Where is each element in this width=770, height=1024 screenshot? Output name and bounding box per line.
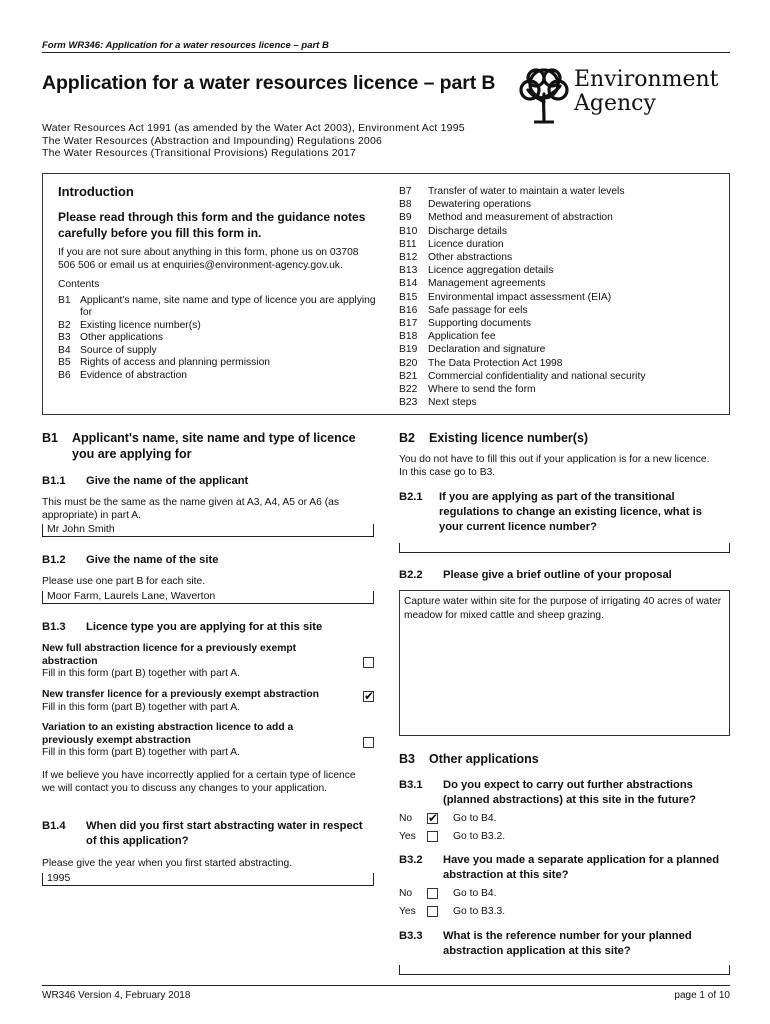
- site-help: Please use one part B for each site.: [42, 576, 206, 587]
- contents-item[interactable]: [399, 225, 719, 238]
- section-b3: [399, 751, 729, 767]
- licence-option-new-full: [42, 643, 332, 681]
- question-heading: [399, 778, 729, 808]
- licence-option-new-transfer-checkbox[interactable]: [363, 691, 374, 702]
- future-abstractions-checkbox[interactable]: [427, 831, 438, 842]
- contents-item[interactable]: [399, 357, 719, 370]
- introduction-instructions: Please read through this form and the guidance notes carefully before you fill this form in.: [58, 210, 366, 240]
- contents-item-code: B6: [58, 369, 71, 381]
- licence-option-new-transfer: [42, 689, 352, 714]
- contents-item-label: Other applications: [80, 332, 163, 343]
- contents-item[interactable]: [399, 383, 719, 396]
- contents-item[interactable]: [399, 277, 719, 290]
- question-number: B3.3: [399, 930, 423, 942]
- section-title: Applicant's name, site name and type of licence you are applying for: [72, 431, 356, 461]
- regulations-list: [42, 122, 465, 160]
- question-title: Give the name of the site: [86, 554, 219, 566]
- contents-item[interactable]: [399, 343, 719, 356]
- question-title: Do you expect to carry out further abstractions (planned abstractions) at this site in the future?: [443, 779, 696, 806]
- contents-item-code: B8: [399, 199, 412, 211]
- contents-item-code: B4: [58, 344, 71, 356]
- question-heading: [42, 474, 362, 489]
- header-divider: [42, 52, 730, 53]
- contents-item[interactable]: [399, 251, 719, 264]
- contents-item[interactable]: [58, 370, 376, 383]
- contents-item[interactable]: [399, 330, 719, 343]
- question-number: B1.3: [42, 621, 66, 633]
- introduction-contact: If you are not sure about anything in this form, phone us on 03708 506 506 or email us at enquiries@environment-agency.gov.uk.: [58, 247, 359, 271]
- future-abstractions-row: [399, 809, 599, 827]
- contents-item-label: Environmental impact assessment (EIA): [428, 291, 612, 303]
- option-title: New full abstraction licence for a previously exempt abstraction: [42, 643, 297, 667]
- environment-agency-logo: [516, 66, 732, 126]
- contents-item-label: Declaration and signature: [428, 344, 546, 356]
- question-b2-1: [399, 490, 729, 535]
- option-title: New transfer licence for a previously exempt abstraction: [42, 689, 319, 700]
- question-b3-1: [399, 778, 729, 808]
- contents-item-code: B18: [399, 331, 418, 343]
- question-title: If you are applying as part of the transitional regulations to change an existing licence, what is your current licence number?: [439, 491, 702, 533]
- contents-item-label: Evidence of abstraction: [80, 369, 188, 381]
- contents-item-label: Supporting documents: [428, 318, 532, 330]
- separate-application-row: [399, 884, 599, 902]
- contents-item-code: B17: [399, 318, 418, 330]
- contents-item-code: B23: [399, 397, 418, 409]
- separate-application-options: [399, 884, 599, 920]
- question-number: B1.1: [42, 475, 66, 487]
- go-to-instruction: Go to B4.: [453, 887, 497, 899]
- question-number: B1.2: [42, 554, 66, 566]
- regulation-line: The Water Resources (Transitional Provisions) Regulations 2017: [42, 147, 356, 159]
- option-label: No: [399, 887, 413, 899]
- contents-item[interactable]: [399, 396, 719, 409]
- logo-text-line2: Agency: [574, 91, 656, 116]
- contents-item-label: Licence aggregation details: [428, 265, 554, 277]
- contents-item-label: Next steps: [428, 397, 477, 409]
- question-b1-3: [42, 620, 362, 635]
- current-licence-number-field[interactable]: [399, 543, 730, 553]
- licence-option-variation-checkbox[interactable]: [363, 737, 374, 748]
- question-title: Have you made a separate application for a planned abstraction at this site?: [443, 854, 720, 881]
- question-heading: [42, 620, 362, 635]
- licence-type-footnote: If we believe you have incorrectly applied for a certain type of licence we will contact you to discuss any changes to your application.: [42, 770, 356, 794]
- contents-item[interactable]: [58, 295, 376, 320]
- question-b3-3: [399, 929, 729, 959]
- contents-item-code: B1: [58, 294, 71, 306]
- contents-item-code: B13: [399, 265, 418, 277]
- question-heading: [399, 568, 729, 583]
- question-heading: [399, 929, 729, 959]
- separate-application-checkbox[interactable]: [427, 906, 438, 917]
- contents-item[interactable]: [399, 370, 719, 383]
- footer-page-number: page 1 of 10: [674, 990, 730, 1001]
- section-number: B3: [399, 752, 415, 766]
- contents-item-code: B3: [58, 332, 71, 343]
- option-label: No: [399, 812, 413, 824]
- contents-item[interactable]: [58, 320, 376, 333]
- section-number: B1: [42, 431, 58, 445]
- start-year-help: Please give the year when you first started abstracting.: [42, 858, 293, 869]
- footer-version: WR346 Version 4, February 2018: [42, 990, 191, 1001]
- question-title: What is the reference number for your planned abstraction application at this site?: [443, 930, 692, 957]
- contents-item-label: Method and measurement of abstraction: [428, 212, 613, 224]
- introduction-heading: Introduction: [58, 184, 134, 199]
- option-note: Fill in this form (part B) together with part A.: [42, 701, 240, 713]
- contents-item[interactable]: [399, 198, 719, 211]
- contents-item-code: B21: [399, 370, 418, 382]
- contents-item-label: Licence duration: [428, 238, 504, 250]
- contents-item-code: B11: [399, 238, 417, 250]
- contents-item-label: Rights of access and planning permission: [80, 357, 271, 368]
- question-b1-4: [42, 819, 372, 849]
- contents-item-code: B19: [399, 344, 418, 356]
- contents-item[interactable]: [58, 332, 376, 345]
- option-label: Yes: [399, 905, 416, 917]
- contents-item-label: The Data Protection Act 1998: [428, 357, 563, 369]
- go-to-instruction: Go to B4.: [453, 812, 497, 824]
- go-to-instruction: Go to B3.2.: [453, 830, 506, 842]
- section-b2-heading: [399, 430, 729, 446]
- contents-item-code: B2: [58, 319, 71, 331]
- regulation-line: The Water Resources (Abstraction and Impounding) Regulations 2006: [42, 134, 383, 147]
- tree-icon: [516, 66, 572, 126]
- future-abstractions-row: [399, 827, 599, 845]
- logo-text-line1: Environment: [574, 67, 719, 92]
- licence-option-variation: [42, 722, 332, 760]
- separate-application-checkbox[interactable]: [427, 888, 438, 899]
- contents-item[interactable]: [399, 304, 719, 317]
- contents-item-label: Dewatering operations: [428, 199, 532, 211]
- question-b3-2: [399, 853, 729, 883]
- applicant-name-field[interactable]: Mr John Smith: [42, 524, 374, 537]
- contents-item[interactable]: [58, 345, 376, 358]
- contents-item-label: Existing licence number(s): [80, 319, 201, 331]
- contents-item-label: Other abstractions: [428, 252, 513, 264]
- contents-item-code: B22: [399, 384, 418, 396]
- question-number: B3.2: [399, 854, 423, 866]
- option-label: Yes: [399, 830, 416, 842]
- contents-item-label: Discharge details: [428, 225, 507, 237]
- contents-item-code: B15: [399, 291, 418, 303]
- question-number: B1.4: [42, 820, 66, 832]
- future-abstractions-checkbox[interactable]: [427, 813, 438, 824]
- question-number: B3.1: [399, 779, 423, 791]
- footer-divider: [42, 985, 730, 986]
- page-title: Application for a water resources licence – part B: [42, 72, 496, 94]
- introduction-left: [58, 184, 376, 382]
- contents-item-code: B10: [399, 225, 418, 237]
- start-year-field[interactable]: 1995: [42, 873, 374, 886]
- contents-item[interactable]: [399, 211, 719, 224]
- contents-item[interactable]: [399, 264, 719, 277]
- question-number: B2.2: [399, 569, 423, 581]
- future-abstractions-options: [399, 809, 599, 845]
- question-title: Give the name of the applicant: [86, 475, 249, 487]
- contents-item-label: Source of supply: [80, 344, 157, 356]
- go-to-instruction: Go to B3.3.: [453, 905, 506, 917]
- section-title: Existing licence number(s): [429, 431, 589, 445]
- contents-item[interactable]: [399, 238, 719, 251]
- site-name-field[interactable]: Moor Farm, Laurels Lane, Waverton: [42, 591, 374, 604]
- question-b1-2: [42, 553, 362, 568]
- contents-item[interactable]: [399, 317, 719, 330]
- question-heading: [399, 490, 729, 535]
- contents-item-code: B7: [399, 186, 412, 197]
- contents-item-label: Commercial confidentiality and national security: [428, 370, 646, 382]
- contents-item-code: B12: [399, 252, 418, 264]
- contents-item-code: B5: [58, 357, 71, 368]
- contents-label: Contents: [58, 279, 100, 290]
- question-heading: [399, 853, 729, 883]
- contents-item-label: Application fee: [428, 331, 496, 343]
- question-title: When did you first start abstracting water in respect of this application?: [86, 820, 363, 847]
- contents-item-label: Management agreements: [428, 278, 546, 290]
- form-reference: Form WR346: Application for a water resources licence – part B: [42, 40, 329, 51]
- contents-item-code: B14: [399, 278, 418, 290]
- option-note: Fill in this form (part B) together with part A.: [42, 747, 240, 758]
- contents-list-left: [58, 295, 376, 383]
- contents-item-label: Transfer of water to maintain a water levels: [428, 186, 625, 197]
- section-b1: [42, 430, 362, 462]
- question-heading: [42, 819, 372, 849]
- contents-item-label: Safe passage for eels: [428, 304, 528, 316]
- contents-item-code: B9: [399, 212, 412, 224]
- question-title: Licence type you are applying for at this site: [86, 621, 323, 633]
- section-b2: [399, 430, 729, 446]
- planned-application-reference-field[interactable]: [399, 965, 730, 975]
- contents-list-right: [399, 185, 719, 409]
- section-b3-heading: [399, 751, 729, 767]
- section-title: Other applications: [429, 752, 539, 766]
- section-b1-heading: [42, 430, 362, 462]
- existing-licence-help: You do not have to fill this out if your application is for a new licence. In this case go to B3.: [399, 454, 710, 478]
- regulation-line: Water Resources Act 1991 (as amended by the Water Act 2003), Environment Act 1995: [42, 122, 465, 134]
- contents-item[interactable]: [399, 291, 719, 304]
- contents-item-code: B20: [399, 357, 418, 369]
- question-number: B2.1: [399, 491, 423, 503]
- separate-application-row: [399, 902, 599, 920]
- proposal-outline-field[interactable]: Capture water within site for the purpose of irrigating 40 acres of water meadow for mixed cattle and sheep grazing.: [399, 590, 730, 736]
- option-note: Fill in this form (part B) together with part A.: [42, 668, 240, 679]
- licence-option-new-full-checkbox[interactable]: [363, 657, 374, 668]
- contents-item-code: B16: [399, 304, 418, 316]
- contents-item[interactable]: [58, 357, 376, 370]
- question-heading: [42, 553, 362, 568]
- section-number: B2: [399, 431, 415, 445]
- applicant-help: This must be the same as the name given at A3, A4, A5 or A6 (as appropriate) in part A.: [42, 497, 340, 521]
- question-b1-1: [42, 474, 362, 489]
- question-title: Please give a brief outline of your proposal: [443, 569, 672, 581]
- contents-item-label: Applicant's name, site name and type of licence you are applying for: [80, 294, 376, 318]
- option-title: Variation to an existing abstraction licence to add a previously exempt abstraction: [42, 722, 294, 746]
- contents-item[interactable]: [399, 185, 719, 198]
- question-b2-2: [399, 568, 729, 583]
- contents-item-label: Where to send the form: [428, 384, 536, 396]
